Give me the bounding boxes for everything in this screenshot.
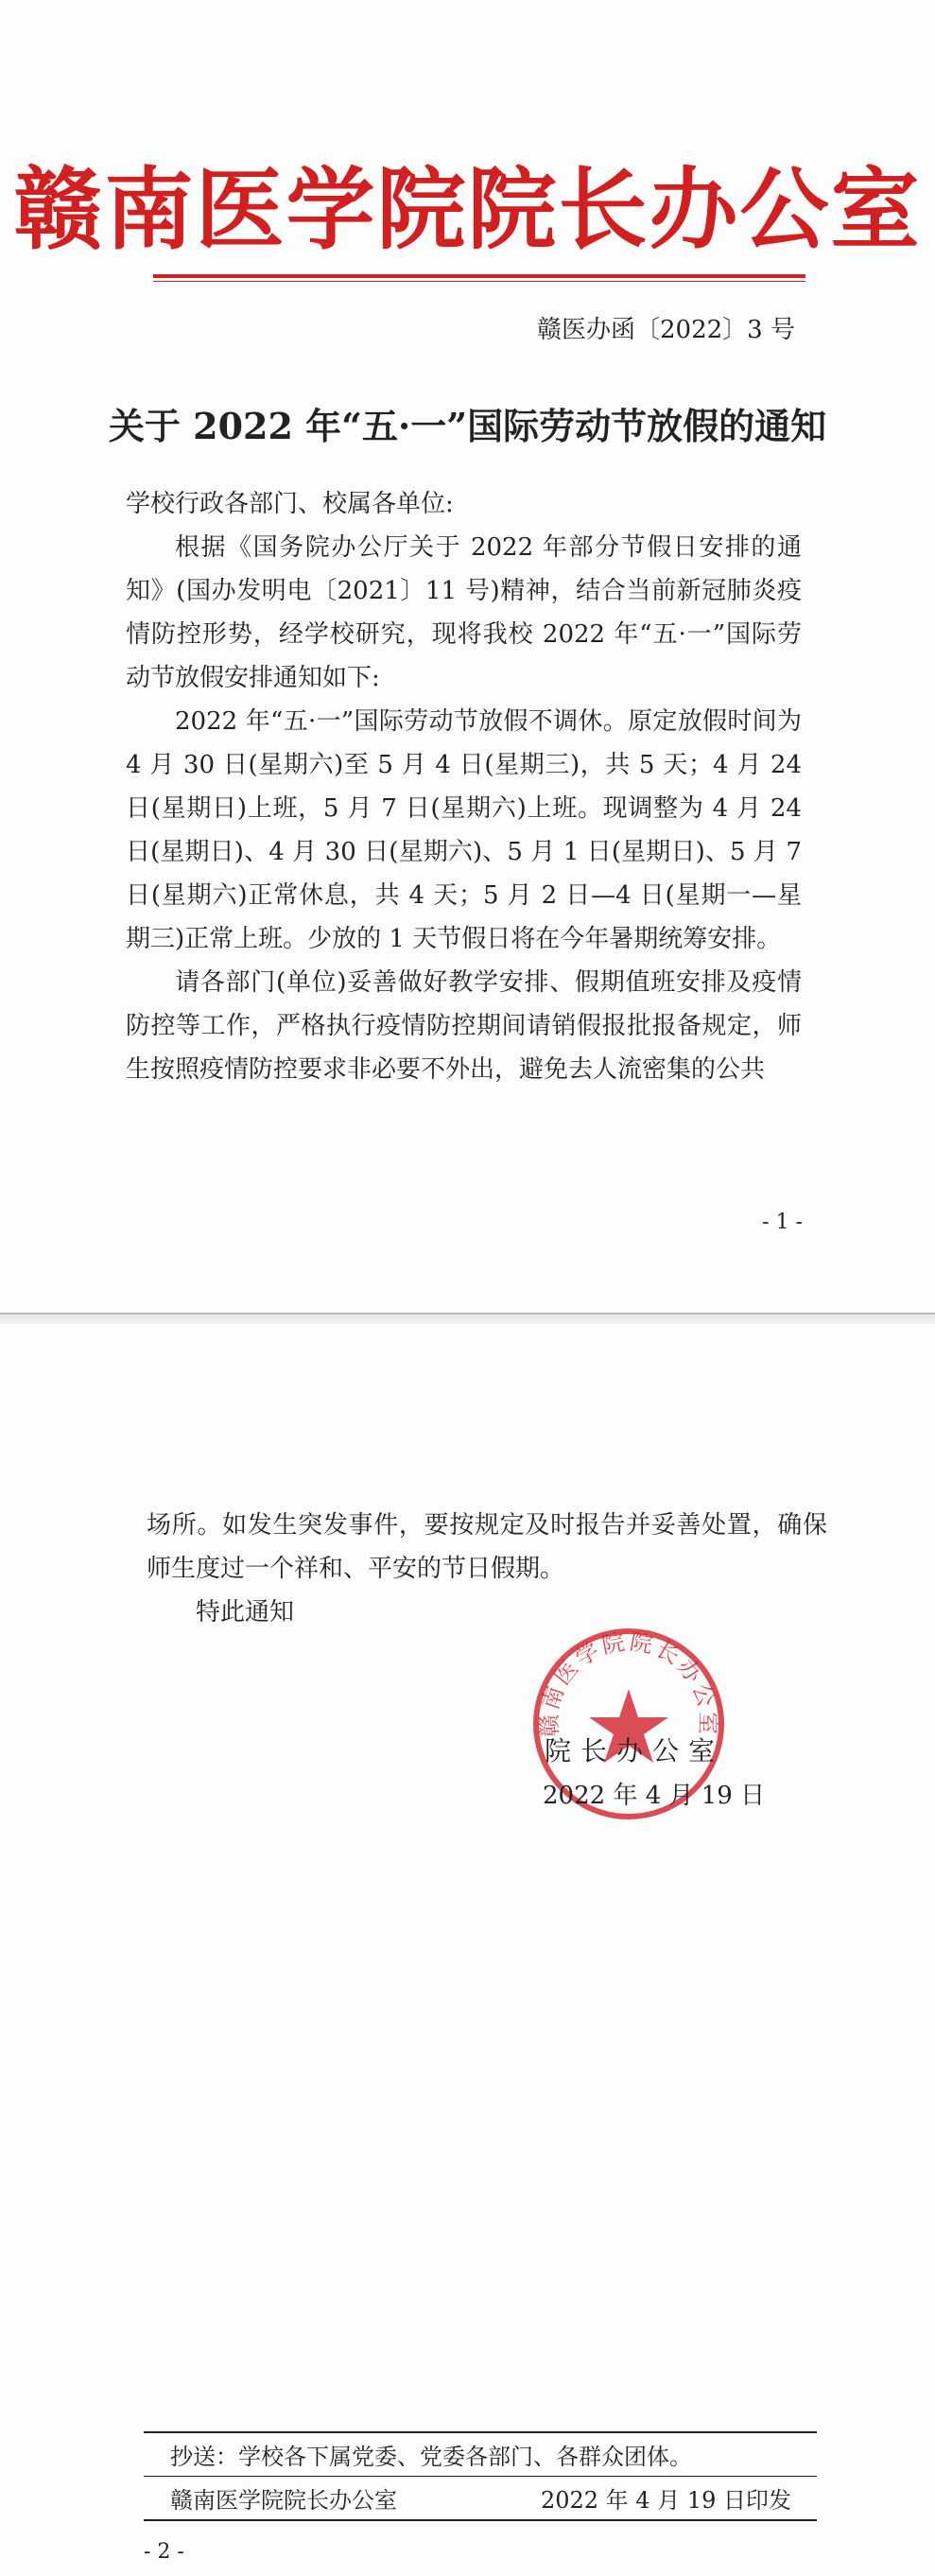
signature-office: 院长办公室 xyxy=(545,1735,725,1767)
page-number: - 2 - xyxy=(144,2540,184,2564)
paragraph: 根据《国务院办公厅关于 2022 年部分节假日安排的通知》(国办发明电〔2021〕11 号)精神，结合当前新冠肺炎疫情防控形势，经学校研究，现将我校 2022 年“五·一”国际劳动节放假安排通知如下: xyxy=(126,533,802,692)
document-body-continued xyxy=(147,1504,827,1634)
issuer: 赣南医学院院长办公室 xyxy=(170,2487,397,2514)
paragraph: 场所。如发生突发事件，要按规定及时报告并妥善处置，确保师生度过一个祥和、平安的节日假期。 xyxy=(147,1511,827,1583)
paragraph: 请各部门(单位)妥善做好教学安排、假期值班安排及疫情防控等工作，严格执行疫情防控期间请销假报批报备规定，师生按照疫情防控要求非必要不外出，避免去人流密集的公共 xyxy=(126,968,802,1084)
salutation: 学校行政各部门、校属各单位: xyxy=(126,490,454,518)
letterhead: 赣南医学院院长办公室 xyxy=(13,158,922,262)
document-title: 关于 2022 年“五·一”国际劳动节放假的通知 xyxy=(108,405,827,447)
divider xyxy=(144,2519,817,2521)
issue-date: 2022 年 4 月 19 日印发 xyxy=(540,2487,791,2514)
closing-text: 特此通知 xyxy=(196,1598,295,1627)
cc-line: 抄送：学校各下属党委、党委各部门、各群众团体。 xyxy=(170,2444,692,2470)
paragraph: 2022 年“五·一”国际劳动节放假不调休。原定放假时间为 4 月 30 日(星期六)至 5 月 4 日(星期三)，共 5 天；4 月 24 日(星期日)上班，5 月 7 日(星期六)上班。现调整为 4 月 24 日(星期日)、4 月 30 日(星期六)、5 月 1 日(星期日)、5 月 7 日(星期六)正常休息，共 4 天；5 月 2 日—4 日(星期一—星期三)正常上班。少放的 1 天节假日将在今年暑期统筹安排。 xyxy=(126,707,802,953)
red-rule-thick xyxy=(153,274,805,278)
divider xyxy=(144,2476,817,2477)
divider xyxy=(144,2431,817,2433)
document-number: 赣医办函〔2022〕3 号 xyxy=(537,316,795,344)
page-number: - 1 - xyxy=(762,1210,803,1234)
seal-text: 赣南医学院院长办公室 xyxy=(535,1627,722,1738)
signature-date: 2022 年 4 月 19 日 xyxy=(543,1782,766,1810)
document-body xyxy=(126,482,802,1091)
red-rule-thin xyxy=(153,281,805,282)
